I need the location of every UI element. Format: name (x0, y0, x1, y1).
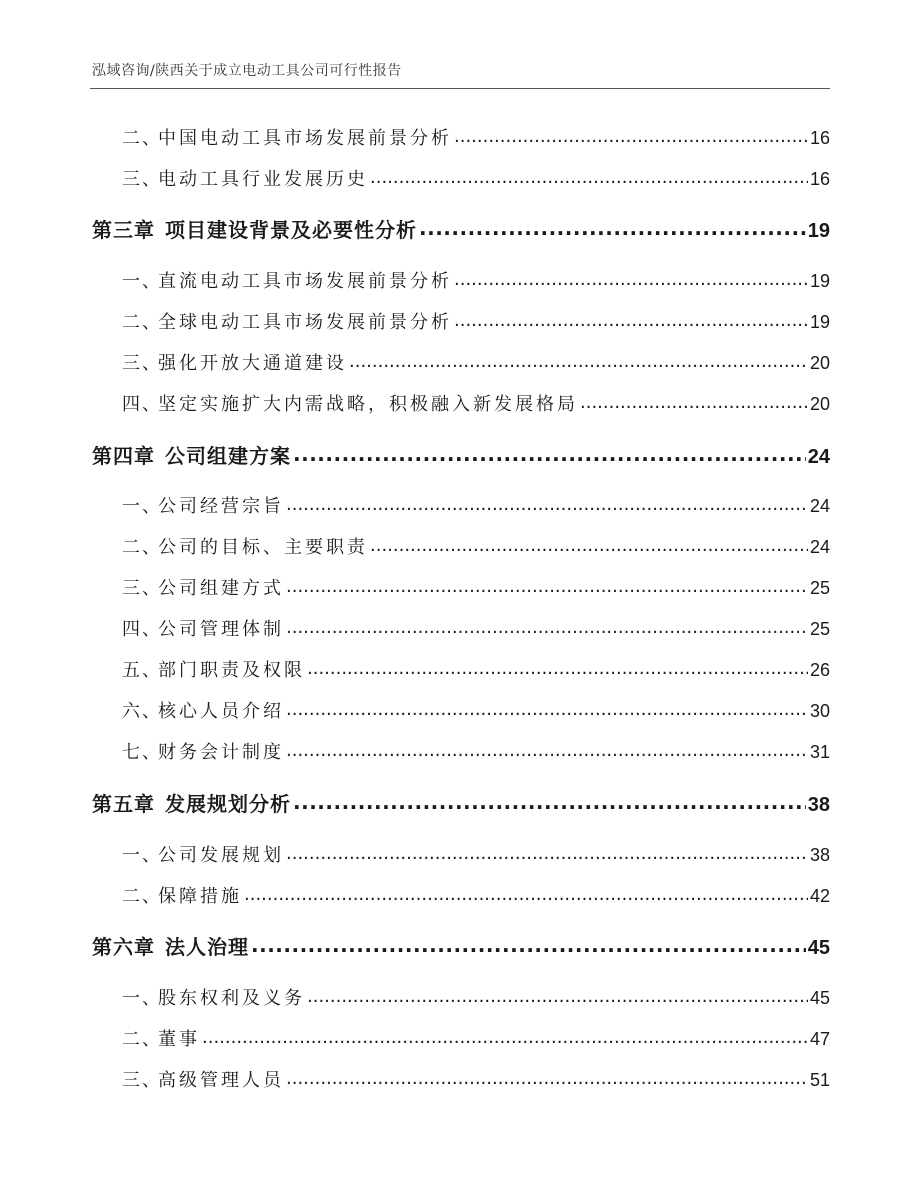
toc-section-title: 全球电动工具市场发展前景分析 (158, 312, 452, 333)
page-header: 泓域咨询/陕西关于成立电动工具公司可行性报告 (92, 63, 402, 79)
toc-entry[interactable] (92, 1066, 830, 1092)
toc-page-number: 16 (809, 128, 830, 148)
toc-page-number: 20 (809, 394, 830, 414)
toc-entry[interactable] (92, 124, 830, 150)
toc-leader-dots (454, 269, 808, 287)
toc-page-number: 19 (809, 312, 830, 332)
toc-section-number: 三、 (122, 169, 162, 190)
toc-chapter-title: 发展规划分析 (165, 792, 291, 816)
toc-section-title: 高级管理人员 (158, 1070, 284, 1091)
toc-entry[interactable] (92, 574, 830, 600)
toc-leader-dots (286, 494, 808, 512)
toc-chapter-entry[interactable] (92, 931, 830, 960)
toc-leader-dots (307, 986, 808, 1004)
toc-section-number: 四、 (122, 394, 162, 415)
toc-entry[interactable] (92, 390, 830, 416)
toc-leader-dots (251, 934, 806, 954)
toc-leader-dots (286, 576, 808, 594)
toc-leader-dots (293, 443, 806, 463)
toc-leader-dots (454, 310, 808, 328)
toc-section-title: 股东权利及义务 (158, 988, 305, 1009)
toc-chapter-number: 第五章 (92, 792, 155, 816)
toc-section-number: 三、 (122, 353, 162, 374)
toc-section-number: 二、 (122, 312, 162, 333)
toc-section-number: 三、 (122, 1070, 162, 1091)
toc-entry[interactable] (92, 165, 830, 191)
toc-entry[interactable] (92, 492, 830, 518)
toc-leader-dots (293, 791, 806, 811)
toc-section-number: 四、 (122, 619, 162, 640)
toc-page-number: 19 (807, 220, 830, 242)
toc-section-title: 坚定实施扩大内需战略，积极融入新发展格局 (158, 394, 578, 415)
toc-entry[interactable] (92, 615, 830, 641)
toc-page-number: 31 (809, 742, 830, 762)
toc-leader-dots (370, 535, 808, 553)
toc-entry[interactable] (92, 533, 830, 559)
toc-entry[interactable] (92, 841, 830, 867)
toc-page-number: 45 (807, 937, 830, 959)
toc-entry[interactable] (92, 308, 830, 334)
toc-page-number: 24 (809, 496, 830, 516)
toc-page-number: 45 (809, 988, 830, 1008)
toc-section-title: 公司的目标、主要职责 (158, 537, 368, 558)
toc-chapter-number: 第四章 (92, 444, 155, 468)
header-rule (90, 88, 830, 89)
toc-section-title: 电动工具行业发展历史 (158, 169, 368, 190)
toc-section-number: 二、 (122, 1029, 162, 1050)
toc-entry[interactable] (92, 882, 830, 908)
toc-section-number: 一、 (122, 845, 162, 866)
toc-chapter-number: 第三章 (92, 218, 155, 242)
toc-page-number: 38 (809, 845, 830, 865)
toc-leader-dots (286, 1068, 808, 1086)
toc-section-title: 公司经营宗旨 (158, 496, 284, 517)
toc-page-number: 24 (807, 446, 830, 468)
toc-page-number: 38 (807, 794, 830, 816)
toc-section-number: 三、 (122, 578, 162, 599)
toc-section-title: 强化开放大通道建设 (158, 353, 347, 374)
toc-entry[interactable] (92, 984, 830, 1010)
toc-section-number: 七、 (122, 742, 162, 763)
toc-section-title: 董事 (158, 1029, 200, 1050)
toc-section-number: 一、 (122, 988, 162, 1009)
toc-leader-dots (202, 1027, 808, 1045)
toc-section-title: 中国电动工具市场发展前景分析 (158, 128, 452, 149)
toc-leader-dots (286, 843, 808, 861)
toc-leader-dots (307, 658, 808, 676)
toc-page-number: 26 (809, 660, 830, 680)
toc-chapter-title: 项目建设背景及必要性分析 (165, 218, 417, 242)
toc-chapter-title: 法人治理 (165, 935, 249, 959)
toc-entry[interactable] (92, 1025, 830, 1051)
toc-section-title: 公司发展规划 (158, 845, 284, 866)
toc-page-number: 25 (809, 619, 830, 639)
toc-section-title: 部门职责及权限 (158, 660, 305, 681)
toc-section-title: 直流电动工具市场发展前景分析 (158, 271, 452, 292)
toc-page-number: 19 (809, 271, 830, 291)
toc-page-number: 51 (809, 1070, 830, 1090)
toc-chapter-title: 公司组建方案 (165, 444, 291, 468)
toc-entry[interactable] (92, 697, 830, 723)
toc-page-number: 25 (809, 578, 830, 598)
toc-leader-dots (286, 617, 808, 635)
toc-entry[interactable] (92, 738, 830, 764)
toc-leader-dots (286, 699, 808, 717)
toc-section-title: 财务会计制度 (158, 742, 284, 763)
toc-chapter-entry[interactable] (92, 788, 830, 817)
toc-leader-dots (349, 351, 808, 369)
toc-leader-dots (244, 884, 808, 902)
toc-chapter-number: 第六章 (92, 935, 155, 959)
toc-section-title: 公司组建方式 (158, 578, 284, 599)
toc-section-title: 公司管理体制 (158, 619, 284, 640)
toc-page-number: 42 (809, 886, 830, 906)
toc-section-number: 六、 (122, 701, 162, 722)
toc-entry[interactable] (92, 267, 830, 293)
toc-leader-dots (370, 167, 808, 185)
toc-page-number: 16 (809, 169, 830, 189)
toc-leader-dots (580, 392, 808, 410)
toc-entry[interactable] (92, 656, 830, 682)
toc-section-title: 核心人员介绍 (158, 701, 284, 722)
toc-leader-dots (286, 740, 808, 758)
toc-page-number: 30 (809, 701, 830, 721)
toc-entry[interactable] (92, 349, 830, 375)
toc-chapter-entry[interactable] (92, 214, 830, 243)
toc-leader-dots (419, 217, 806, 237)
toc-section-number: 二、 (122, 537, 162, 558)
toc-section-title: 保障措施 (158, 886, 242, 907)
toc-chapter-entry[interactable] (92, 440, 830, 469)
toc-section-number: 一、 (122, 496, 162, 517)
toc-page-number: 24 (809, 537, 830, 557)
toc-section-number: 二、 (122, 886, 162, 907)
toc-page-number: 47 (809, 1029, 830, 1049)
toc-leader-dots (454, 126, 808, 144)
toc-page-number: 20 (809, 353, 830, 373)
toc-section-number: 五、 (122, 660, 162, 681)
toc-section-number: 二、 (122, 128, 162, 149)
toc-section-number: 一、 (122, 271, 162, 292)
